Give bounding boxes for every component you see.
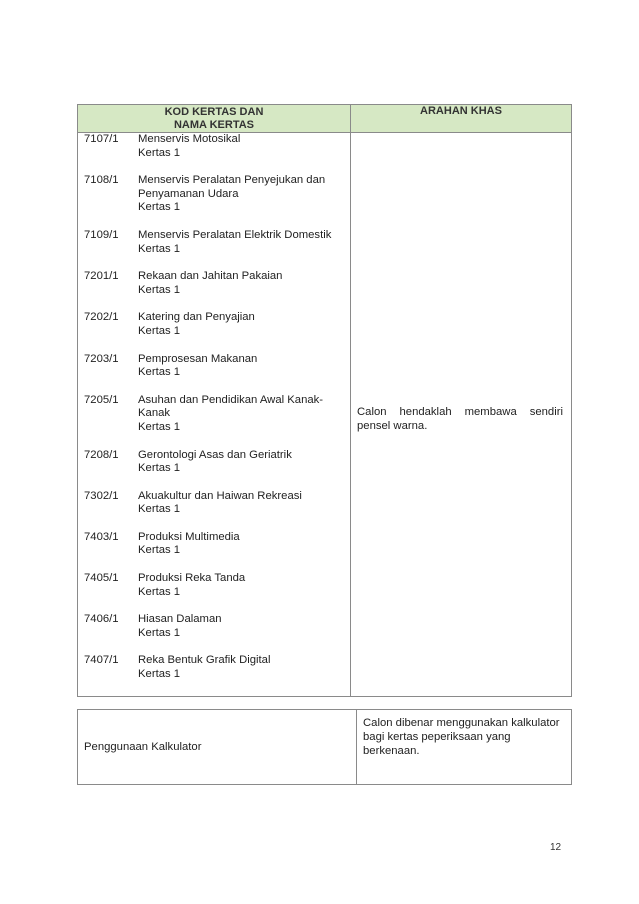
paper-list — [78, 133, 350, 682]
calculator-table — [77, 709, 572, 785]
paper-names — [138, 490, 350, 517]
header-paper-code-name — [78, 105, 351, 133]
calculator-row — [78, 710, 572, 785]
paper-name: Asuhan dan Pendidikan Awal Kanak-Kanak — [138, 393, 324, 420]
paper-number: Kertas 1 — [138, 283, 181, 296]
paper-item — [78, 353, 350, 380]
paper-names — [138, 572, 350, 599]
paper-item — [78, 229, 350, 256]
paper-number: Kertas 1 — [138, 146, 181, 159]
paper-number: Kertas 1 — [138, 366, 181, 379]
paper-item — [78, 133, 350, 160]
paper-item — [78, 654, 350, 681]
paper-names — [138, 353, 350, 380]
instruction-text: Calon hendaklah membawa sendiri pensel warna. — [357, 406, 563, 433]
paper-name: Katering dan Penyajian — [138, 311, 255, 324]
paper-code: 7407/1 — [84, 654, 119, 667]
paper-names — [138, 394, 350, 435]
paper-code: 7107/1 — [84, 133, 119, 145]
paper-name: Rekaan dan Jahitan Pakaian — [138, 270, 283, 283]
paper-names — [138, 654, 350, 681]
paper-number: Kertas 1 — [138, 668, 181, 681]
paper-number: Kertas 1 — [138, 420, 181, 433]
table-header-row — [78, 105, 572, 133]
paper-number: Kertas 1 — [138, 503, 181, 516]
paper-code: 7208/1 — [84, 448, 119, 461]
paper-item — [78, 613, 350, 640]
paper-code: 7201/1 — [84, 270, 119, 283]
header-special-instructions: ARAHAN KHAS — [351, 105, 572, 133]
paper-list-cell — [78, 133, 351, 697]
page-number: 12 — [550, 842, 562, 853]
paper-item — [78, 572, 350, 599]
paper-name: Menservis Peralatan Penyejukan dan Penyamanan Udara — [138, 174, 326, 200]
paper-number: Kertas 1 — [138, 544, 181, 557]
calculator-label: Penggunaan Kalkulator — [78, 710, 357, 785]
paper-names — [138, 133, 350, 160]
paper-code: 7203/1 — [84, 352, 119, 365]
paper-name: Produksi Multimedia — [138, 530, 240, 543]
paper-code: 7302/1 — [84, 489, 119, 502]
instruction-cell — [351, 133, 572, 697]
paper-number: Kertas 1 — [138, 324, 181, 337]
paper-item — [78, 490, 350, 517]
paper-code: 7403/1 — [84, 530, 119, 543]
paper-code: 7406/1 — [84, 613, 119, 626]
paper-code: 7109/1 — [84, 228, 119, 241]
paper-number: Kertas 1 — [138, 462, 181, 475]
paper-name: Akuakultur dan Haiwan Rekreasi — [138, 489, 302, 502]
paper-name: Gerontologi Asas dan Geriatrik — [138, 448, 292, 461]
paper-item — [78, 531, 350, 558]
paper-item — [78, 449, 350, 476]
header-left-line1: KOD KERTAS DAN — [164, 106, 264, 118]
paper-names — [138, 531, 350, 558]
calculator-instruction: Calon dibenar menggunakan kalkulator bagi kertas peperiksaan yang berkenaan. — [357, 710, 572, 785]
paper-names — [138, 613, 350, 640]
paper-names — [138, 174, 350, 215]
paper-name: Menservis Motosikal — [138, 133, 241, 145]
header-left-line2: NAMA KERTAS — [173, 119, 255, 131]
paper-item — [78, 174, 350, 215]
paper-item — [78, 394, 350, 435]
paper-name: Pemprosesan Makanan — [138, 352, 258, 365]
paper-number: Kertas 1 — [138, 626, 181, 639]
paper-code: 7202/1 — [84, 311, 119, 324]
paper-number: Kertas 1 — [138, 201, 181, 214]
paper-code: 7405/1 — [84, 572, 119, 585]
paper-number: Kertas 1 — [138, 585, 181, 598]
paper-code: 7108/1 — [84, 174, 119, 187]
paper-names — [138, 449, 350, 476]
paper-code: 7205/1 — [84, 393, 119, 406]
paper-name: Menservis Peralatan Elektrik Domestik — [138, 228, 332, 241]
paper-number: Kertas 1 — [138, 242, 181, 255]
paper-item — [78, 270, 350, 297]
paper-name: Hiasan Dalaman — [138, 613, 222, 626]
paper-names — [138, 311, 350, 338]
special-instructions-table — [77, 104, 572, 697]
paper-name: Produksi Reka Tanda — [138, 572, 246, 585]
paper-item — [78, 311, 350, 338]
paper-names — [138, 229, 350, 256]
paper-names — [138, 270, 350, 297]
table-body-row — [78, 133, 572, 697]
paper-name: Reka Bentuk Grafik Digital — [138, 654, 271, 667]
